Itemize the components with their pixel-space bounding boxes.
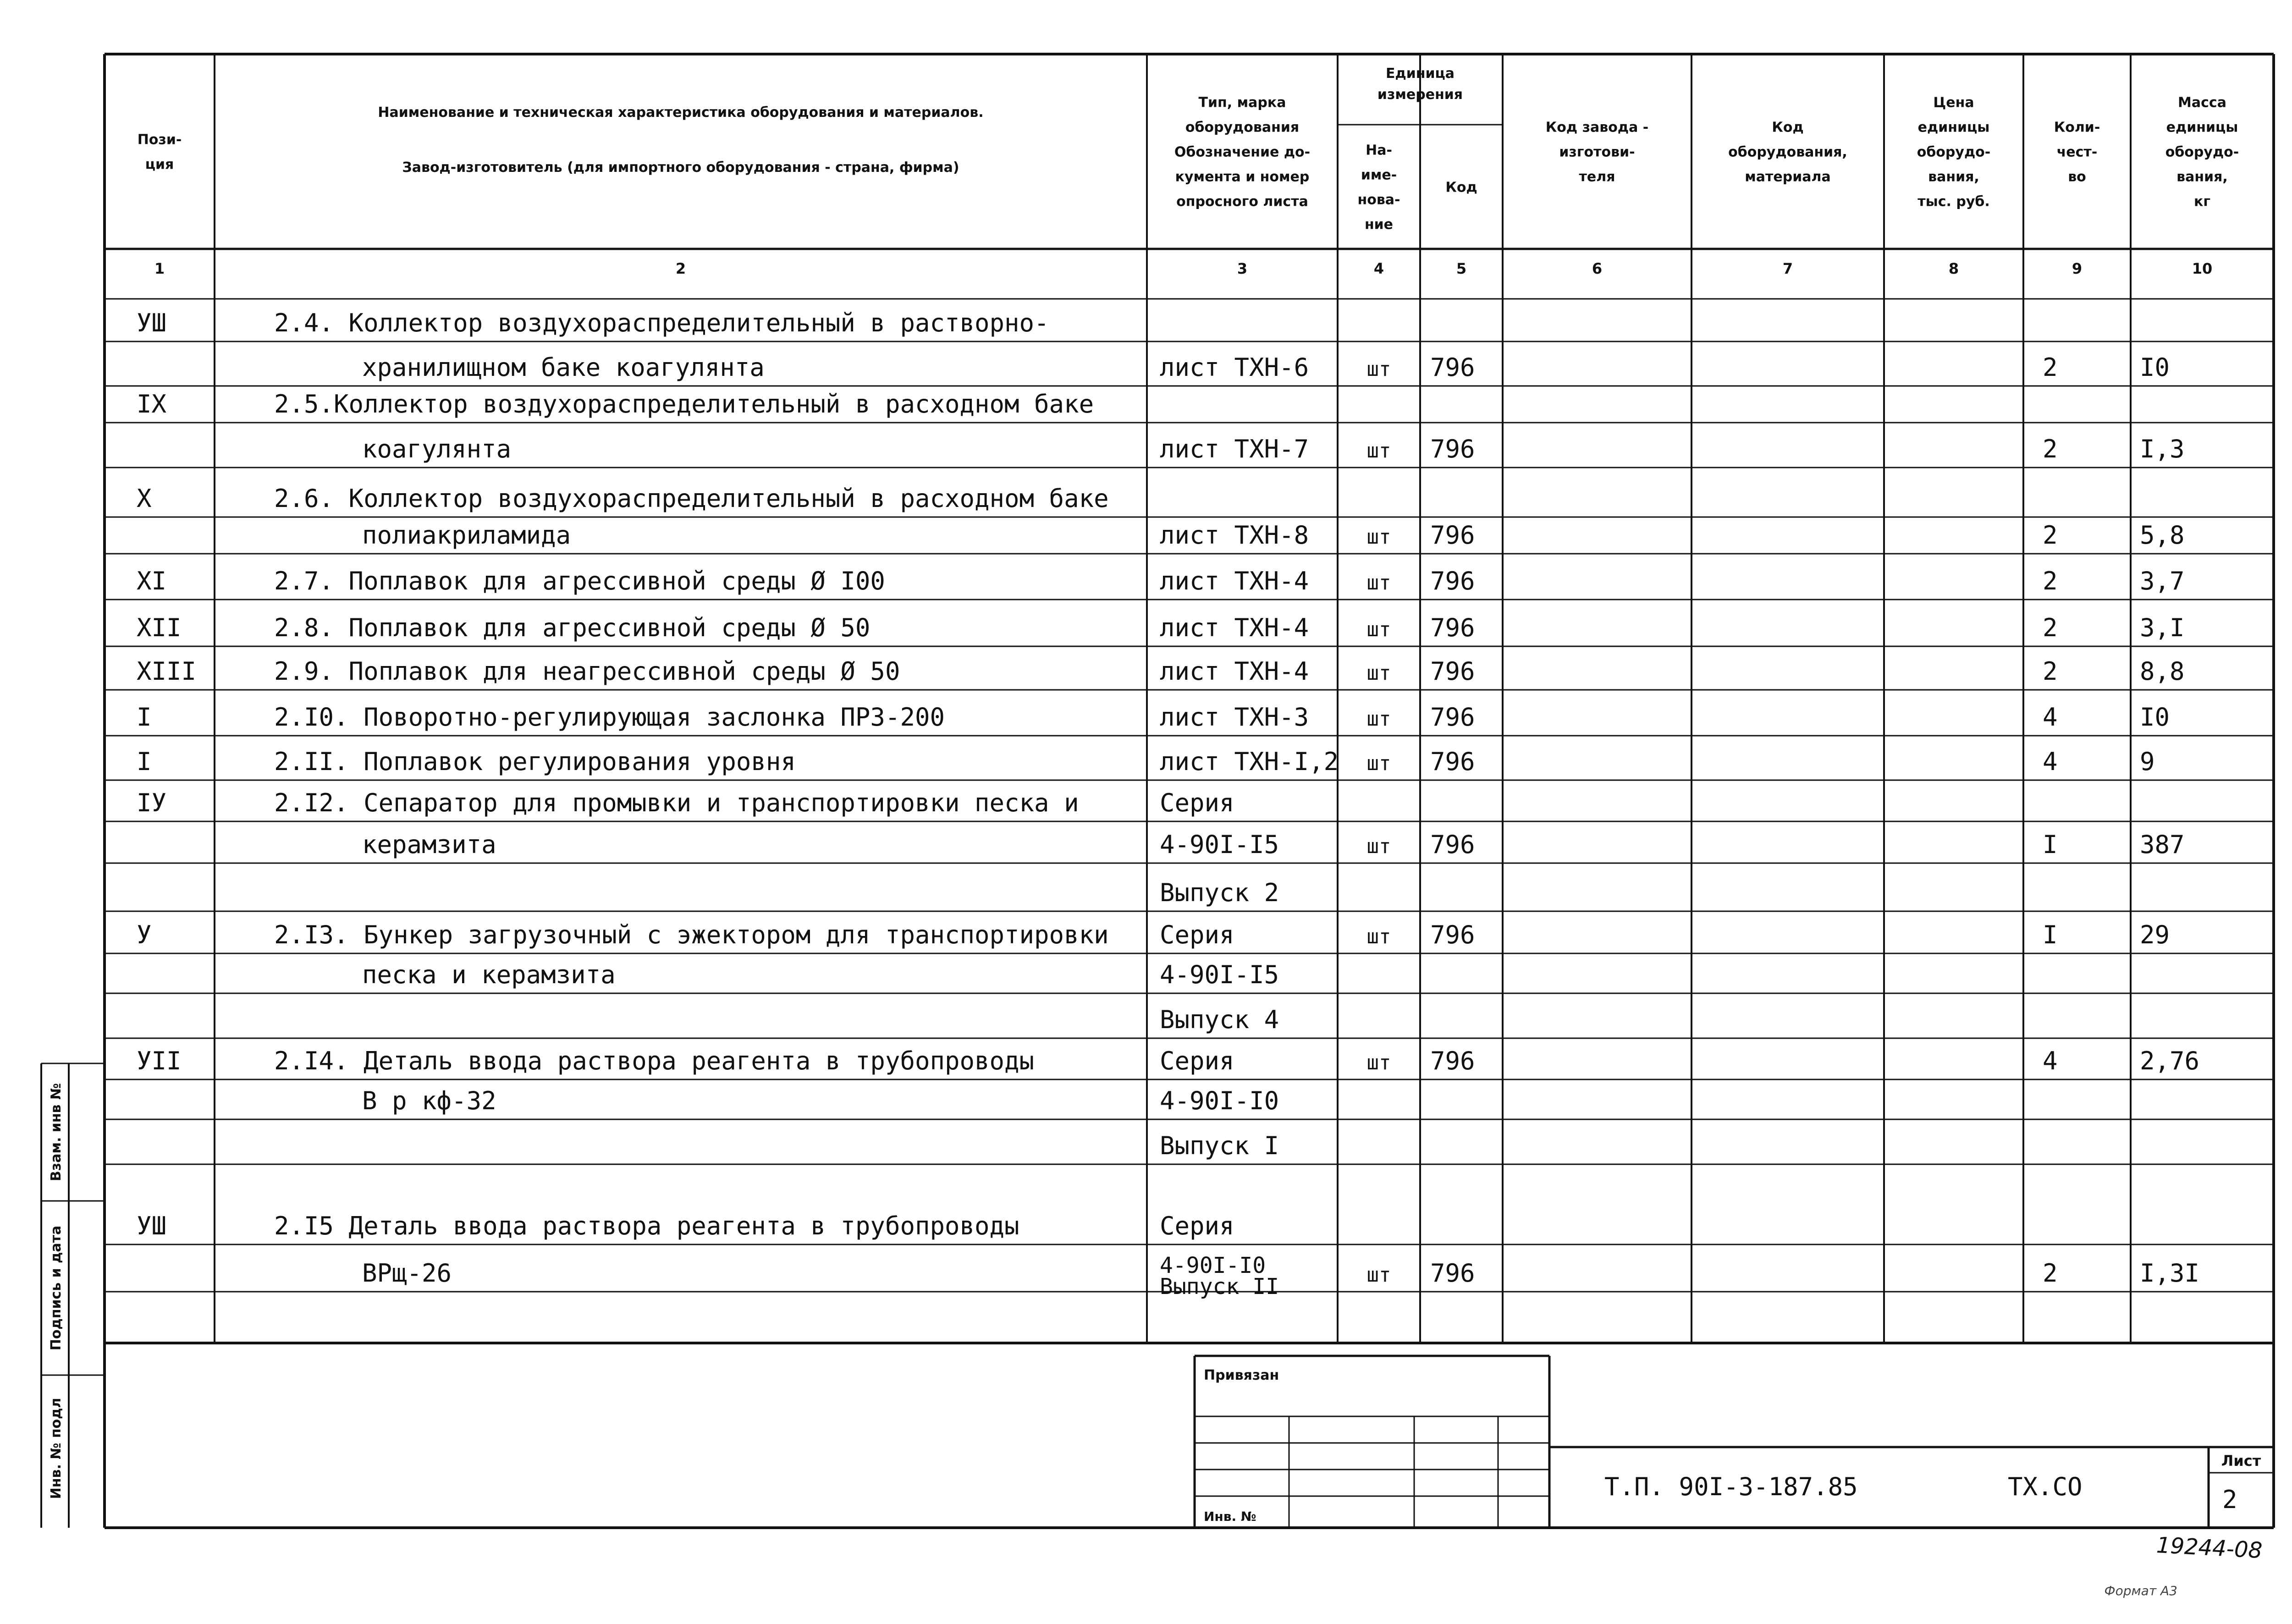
position-cell: XIII [137, 657, 197, 686]
position-cell: У [137, 920, 152, 949]
column-number-9: 9 [2072, 260, 2083, 277]
mass-cell: 3,7 [2140, 567, 2185, 595]
item-name-cell: В р кф-32 [362, 1086, 496, 1115]
column-number-7: 7 [1782, 260, 1793, 277]
unit-group-header: Единица [1386, 66, 1455, 82]
side-strip-label: Взам. инв № [48, 1083, 64, 1182]
column-number-2: 2 [675, 260, 686, 277]
item-name-cell: ВРщ-26 [362, 1259, 452, 1288]
unit-code-cell: 796 [1430, 435, 1475, 463]
unit-name-cell: шт [1366, 1051, 1391, 1074]
quantity-cell: 2 [2043, 613, 2058, 642]
unit-name-cell: шт [1366, 571, 1391, 595]
quantity-cell: I [2043, 920, 2058, 949]
column-header-9: Коли- [2054, 119, 2100, 136]
column-number-6: 6 [1592, 260, 1603, 277]
column-header-2: Наименование и техническая характеристика оборудования и материалов. [378, 105, 984, 121]
mass-cell: 2,76 [2140, 1046, 2200, 1075]
item-name-cell: 2.I3. Бункер загрузочный с эжектором для транспортировки [274, 920, 1109, 949]
column-header-10: единицы [2166, 119, 2238, 136]
position-cell: I [137, 747, 152, 776]
column-header-2: Завод-изготовитель (для импортного оборудования - страна, фирма) [402, 160, 959, 176]
document-cell: лист ТХН-4 [1160, 657, 1309, 686]
document-cell: Выпуск 2 [1160, 878, 1279, 907]
mass-cell: I,3 [2140, 435, 2185, 463]
position-cell: X [137, 484, 152, 513]
unit-name-cell: шт [1366, 358, 1391, 381]
side-strip-label: Инв. № подл [48, 1398, 64, 1499]
unit-name-cell: шт [1366, 707, 1391, 731]
position-cell: IX [137, 390, 167, 418]
item-name-cell: песка и керамзита [362, 960, 616, 989]
mass-cell: 3,I [2140, 613, 2185, 642]
document-cell: лист ТХН-6 [1160, 353, 1309, 382]
position-cell: XI [137, 567, 167, 595]
column-header-5: Код [1445, 179, 1477, 196]
column-header-6: изготови- [1559, 144, 1635, 160]
bound-label: Привязан [1204, 1367, 1279, 1383]
unit-code-cell: 796 [1430, 353, 1475, 382]
column-header-4: ние [1364, 216, 1394, 233]
column-header-7: оборудования, [1728, 144, 1847, 160]
document-cell: лист ТХН-4 [1160, 613, 1309, 642]
document-cell: лист ТХН-8 [1160, 521, 1309, 550]
quantity-cell: 2 [2043, 1259, 2058, 1288]
item-name-cell: хранилищном баке коагулянта [362, 353, 765, 382]
column-header-8: вания, [1928, 169, 1979, 185]
column-header-4: нова- [1357, 192, 1400, 208]
quantity-cell: 4 [2043, 747, 2058, 776]
document-designation: 4-90I-I0 [1160, 1253, 1266, 1278]
item-name-cell: 2.7. Поплавок для агрессивной среды Ø I00 [274, 567, 885, 595]
column-header-1: Пози- [137, 132, 182, 148]
column-number-5: 5 [1456, 260, 1467, 277]
unit-code-cell: 796 [1430, 920, 1475, 949]
item-name-cell: 2.I4. Деталь ввода раствора реагента в трубопроводы [274, 1046, 1035, 1075]
column-header-3: Обозначение до- [1174, 144, 1311, 160]
quantity-cell: 2 [2043, 567, 2058, 595]
quantity-cell: 4 [2043, 1046, 2058, 1075]
unit-code-cell: 796 [1430, 1046, 1475, 1075]
unit-name-cell: шт [1366, 661, 1391, 685]
sheet-label: Лист [2221, 1452, 2261, 1470]
column-header-8: Цена [1933, 94, 1974, 111]
unit-code-cell: 796 [1430, 830, 1475, 859]
column-number-1: 1 [154, 260, 165, 277]
document-cell: лист ТХН-4 [1160, 567, 1309, 595]
document-cell: Серия [1160, 1046, 1234, 1075]
unit-name-cell: шт [1366, 835, 1391, 858]
position-cell: УШ [137, 308, 167, 337]
column-header-9: во [2068, 169, 2086, 185]
column-header-6: теля [1579, 169, 1615, 185]
column-header-1: ция [145, 156, 174, 173]
document-cell: Выпуск I [1160, 1131, 1279, 1160]
unit-name-cell: шт [1366, 925, 1391, 948]
column-header-7: Код [1772, 119, 1804, 136]
item-name-cell: 2.II. Поплавок регулирования уровня [274, 747, 796, 776]
quantity-cell: 2 [2043, 521, 2058, 550]
document-cell: лист ТХН-7 [1160, 435, 1309, 463]
document-cell: Серия [1160, 788, 1234, 817]
item-name-cell: 2.I2. Сепаратор для промывки и транспортировки песка и [274, 788, 1079, 817]
inventory-label: Инв. № [1204, 1509, 1256, 1524]
item-name-cell: 2.5.Коллектор воздухораспределительный в расходном баке [274, 390, 1094, 418]
item-name-cell: полиакриламида [362, 521, 571, 550]
position-cell: I [137, 703, 152, 732]
sheet-number: 2 [2222, 1485, 2237, 1514]
column-header-8: тыс. руб. [1917, 193, 1990, 210]
document-cell: Выпуск 4 [1160, 1005, 1279, 1034]
quantity-cell: 2 [2043, 353, 2058, 382]
quantity-cell: I [2043, 830, 2058, 859]
column-header-6: Код завода - [1545, 119, 1649, 136]
item-name-cell: коагулянта [362, 435, 512, 463]
unit-group-header: измерения [1377, 87, 1463, 103]
column-header-3: опросного листа [1176, 193, 1308, 210]
item-name-cell: 2.8. Поплавок для агрессивной среды Ø 50 [274, 613, 871, 642]
item-name-cell: 2.9. Поплавок для неагрессивной среды Ø 50 [274, 657, 900, 686]
document-cell: 4-90I-I0 [1160, 1086, 1279, 1115]
column-number-8: 8 [1948, 260, 1959, 277]
quantity-cell: 2 [2043, 435, 2058, 463]
column-header-10: кг [2193, 193, 2211, 210]
unit-name-cell: шт [1366, 752, 1391, 775]
position-cell: УII [137, 1046, 182, 1075]
unit-name-cell: шт [1366, 1263, 1391, 1287]
document-designation: Выпуск II [1160, 1274, 1279, 1299]
mass-cell: 8,8 [2140, 657, 2185, 686]
unit-code-cell: 796 [1430, 521, 1475, 550]
position-cell: IУ [137, 788, 167, 817]
mass-cell: 29 [2140, 920, 2170, 949]
column-number-4: 4 [1373, 260, 1384, 277]
column-header-10: Масса [2178, 94, 2226, 111]
item-name-cell: 2.4. Коллектор воздухораспределительный в растворно- [274, 308, 1049, 337]
position-cell: УШ [137, 1211, 167, 1240]
unit-name-cell: шт [1366, 525, 1391, 549]
document-cell: лист ТХН-3 [1160, 703, 1309, 732]
document-code: ТХ.СО [2008, 1472, 2083, 1501]
unit-code-cell: 796 [1430, 657, 1475, 686]
unit-code-cell: 796 [1430, 703, 1475, 732]
column-header-8: единицы [1917, 119, 1990, 136]
position-cell: XII [137, 613, 182, 642]
item-name-cell: 2.I5 Деталь ввода раствора реагента в трубопроводы [274, 1211, 1019, 1240]
document-designation-title: Т.П. 90I-3-187.85 [1604, 1472, 1858, 1501]
column-header-3: Тип, марка [1198, 94, 1286, 111]
mass-cell: I,3I [2140, 1259, 2200, 1288]
unit-name-cell: шт [1366, 439, 1391, 462]
column-header-7: материала [1745, 169, 1831, 185]
document-cell: лист ТХН-I,2 [1160, 747, 1339, 776]
mass-cell: 387 [2140, 830, 2185, 859]
column-header-3: оборудования [1185, 119, 1300, 136]
archive-number: 19244-08 [2155, 1532, 2263, 1564]
column-number-3: 3 [1237, 260, 1248, 277]
column-header-3: кумента и номер [1175, 169, 1310, 185]
document-cell: Серия [1160, 920, 1234, 949]
quantity-cell: 4 [2043, 703, 2058, 732]
unit-code-cell: 796 [1430, 613, 1475, 642]
column-header-4: На- [1366, 142, 1392, 159]
unit-name-cell: шт [1366, 618, 1391, 641]
column-header-4: име- [1361, 167, 1397, 183]
mass-cell: 5,8 [2140, 521, 2185, 550]
format-label: Формат А3 [2104, 1583, 2177, 1598]
quantity-cell: 2 [2043, 657, 2058, 686]
side-strip-label: Подпись и дата [48, 1225, 64, 1351]
document-cell: 4-90I-I5 [1160, 960, 1279, 989]
column-header-8: оборудо- [1917, 144, 1991, 160]
unit-code-cell: 796 [1430, 1259, 1475, 1288]
unit-code-cell: 796 [1430, 747, 1475, 776]
mass-cell: I0 [2140, 353, 2170, 382]
column-header-10: оборудо- [2165, 144, 2239, 160]
mass-cell: 9 [2140, 747, 2155, 776]
column-header-10: вания, [2176, 169, 2228, 185]
item-name-cell: 2.6. Коллектор воздухораспределительный в расходном баке [274, 484, 1109, 513]
document-cell: 4-90I-I5 [1160, 830, 1279, 859]
item-name-cell: керамзита [362, 830, 496, 859]
column-header-9: чест- [2056, 144, 2098, 160]
item-name-cell: 2.I0. Поворотно-регулирующая заслонка ПРЗ-200 [274, 703, 945, 732]
mass-cell: I0 [2140, 703, 2170, 732]
column-number-10: 10 [2192, 260, 2213, 277]
document-cell: Серия [1160, 1211, 1234, 1240]
unit-code-cell: 796 [1430, 567, 1475, 595]
